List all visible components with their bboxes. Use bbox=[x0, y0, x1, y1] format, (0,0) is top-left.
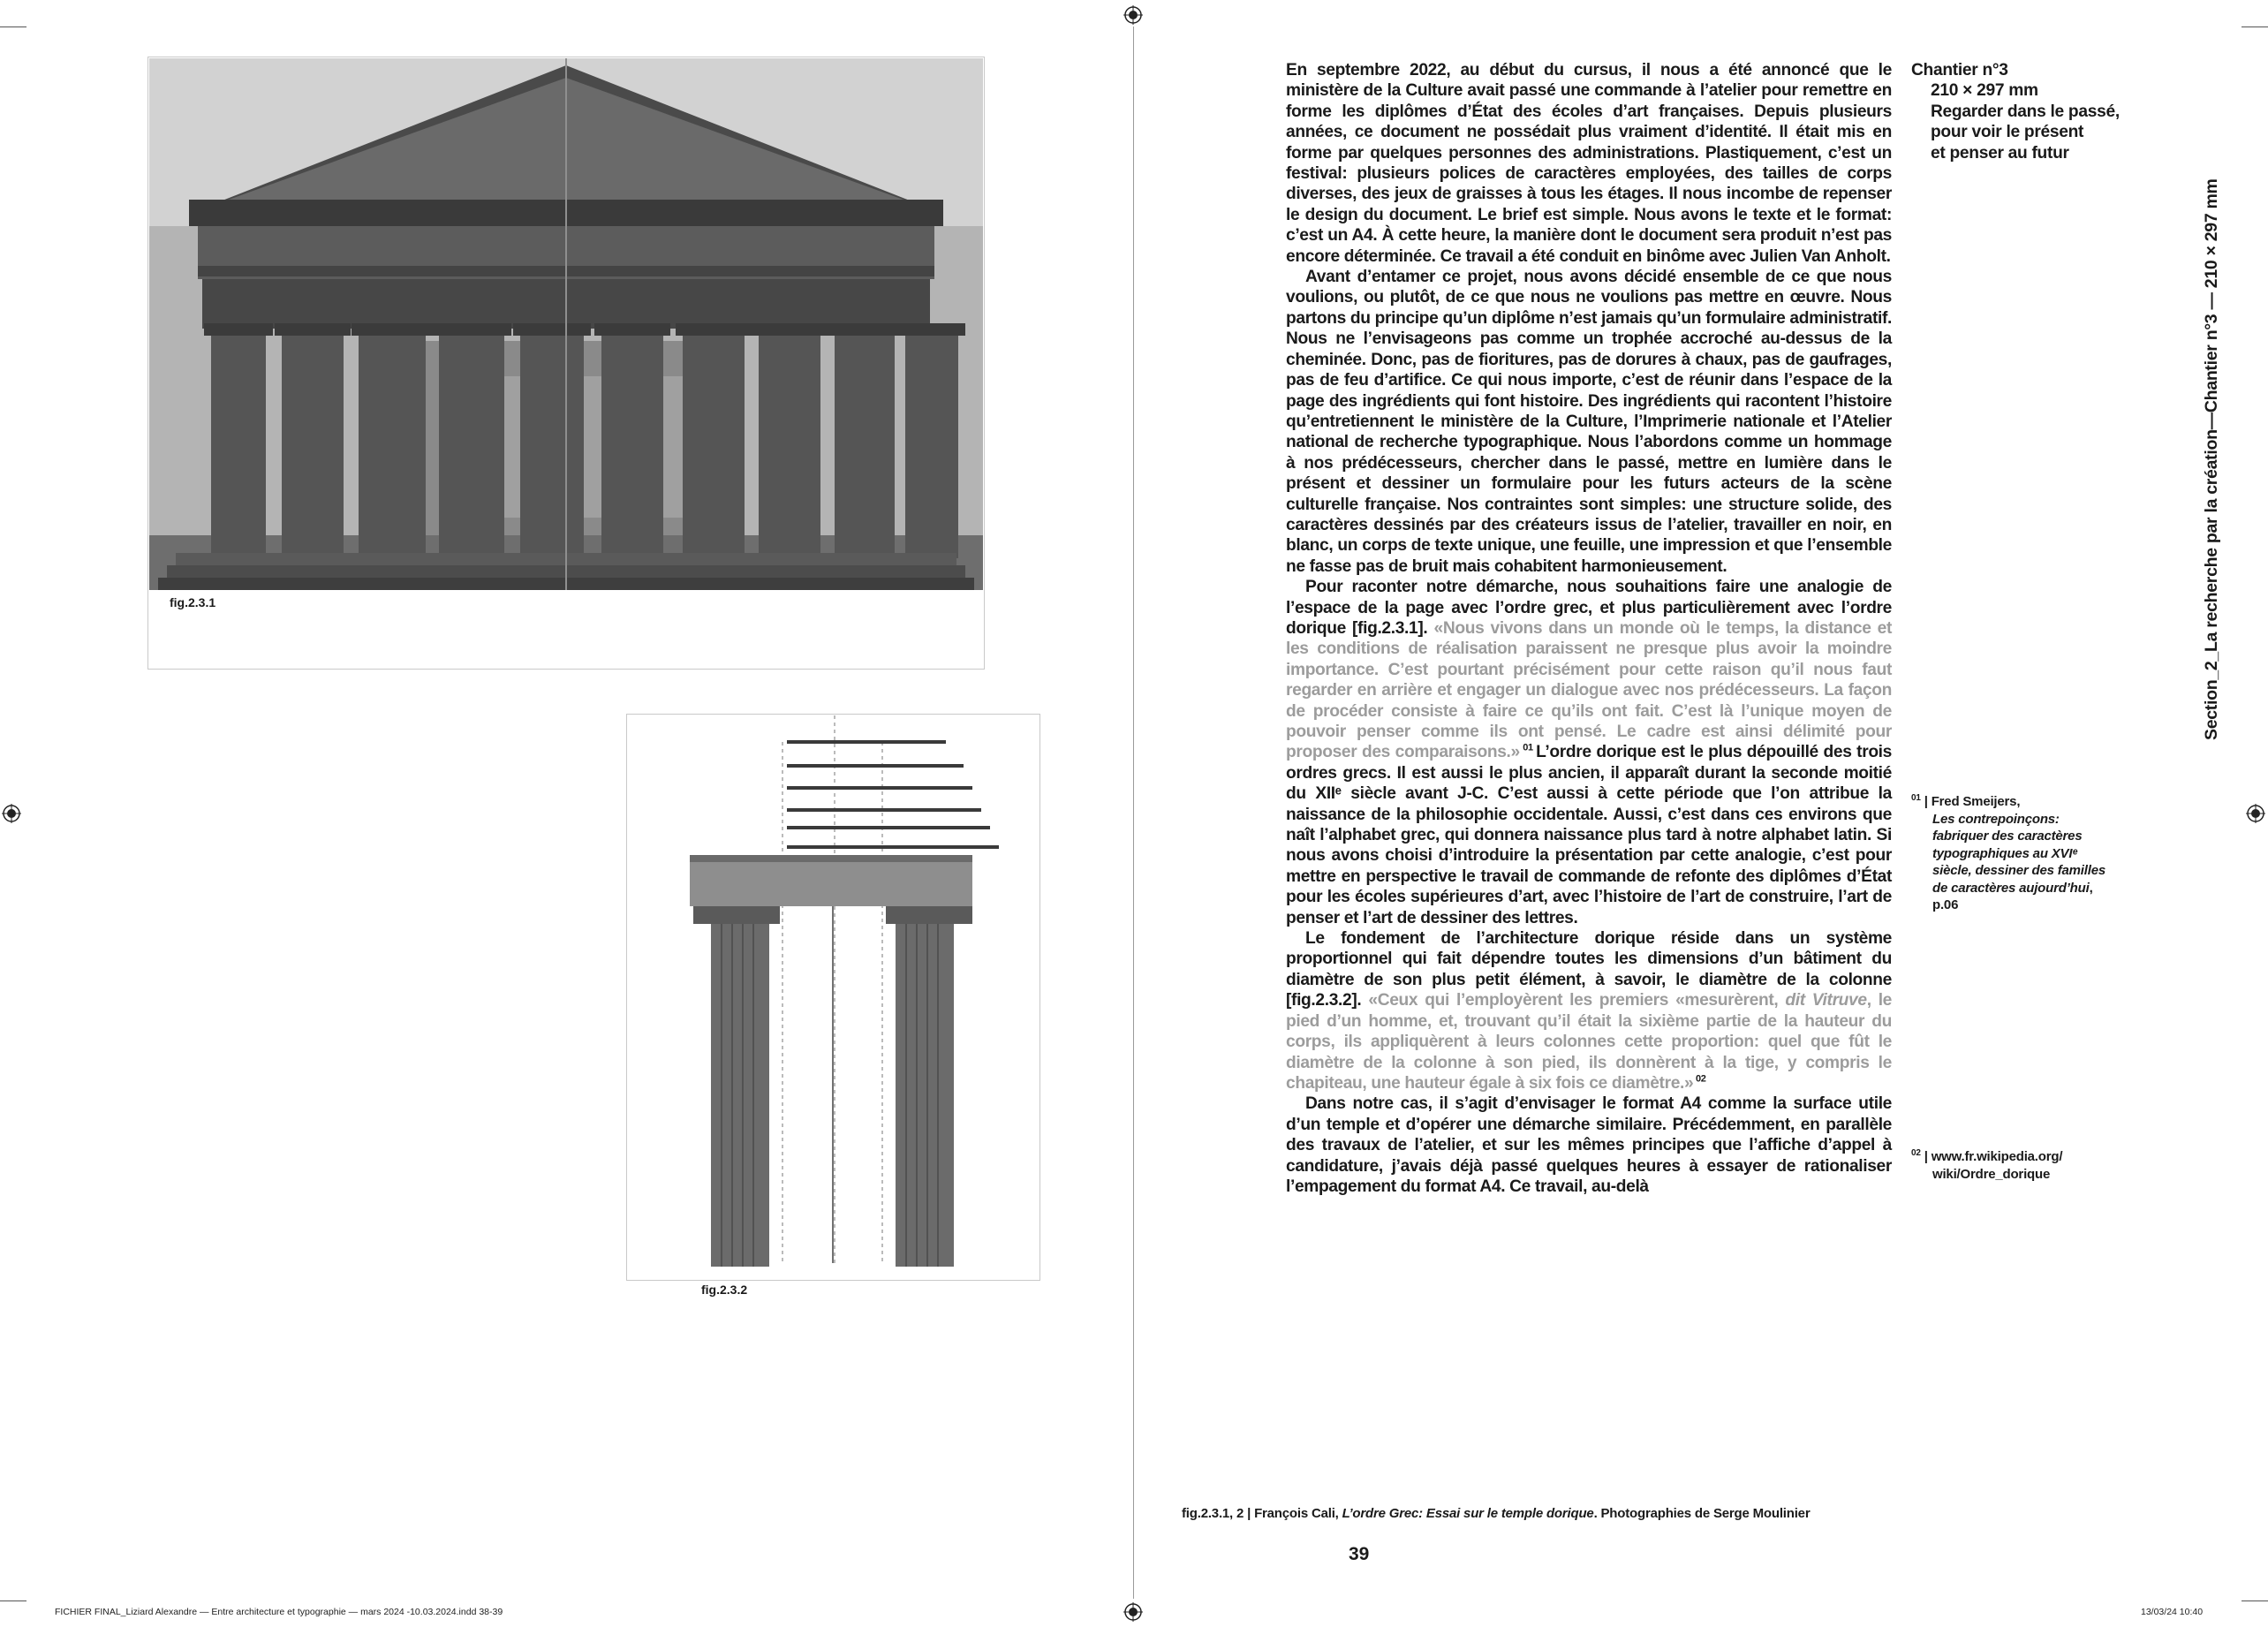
caption-title: L’ordre Grec: Essai sur le temple dorique bbox=[1342, 1506, 1594, 1521]
slug-left: FICHIER FINAL_Liziard Alexandre — Entre architecture et typographie — mars 2024 -10.03.2024.indd 38-39 bbox=[55, 1607, 503, 1617]
sidebar-heading bbox=[1911, 60, 2120, 163]
quote: «Ceux qui l’employèrent les premiers «mesurèrent, bbox=[1368, 991, 1786, 1010]
paragraph: En septembre 2022, au début du cursus, il nous a été annoncé que le ministère de la Culture avait passé une commande à l’atelier pour remettre en forme les diplômes d’État des écoles d’art françaises. Depuis plusieurs années, ce document ne possédait plus vraiment d’identité. Il était mis en forme par quelques personnes des administrations. Plastiquement, c’est un festival: plusieurs polices de caractères employées, des tailles de corps diverses, des jeux de graisses à tous les étages. Il nous incombe de repenser le design du document. Le brief est simple. Nous avons le texte et le format: c’est un A4. À cette heure, la manière dont le document sera produit n’est pas encore déterminée. Ce travail a été conduit en binôme avec Julien Van Anholt. bbox=[1286, 61, 1892, 266]
footnote-ref: 01 bbox=[1519, 743, 1537, 754]
crop-mark bbox=[2242, 26, 2268, 27]
caption-text: . Photographies de Serge Moulinier bbox=[1593, 1506, 1811, 1521]
footnote-link: | www.fr.wikipedia.org/ bbox=[1924, 1149, 2063, 1164]
footnote-link: wiki/Ordre_dorique bbox=[1932, 1166, 2051, 1182]
quote: «Nous vivons dans un monde où le temps, la distance et les conditions de réalisation paraissent ne presque plus avoir la moindre importance. C’est pourtant précisément pour cette raison qu’il nous faut regarder en arrière et engager un dialogue avec nos prédécesseurs. La façon de procéder consiste à faire ce qu’ils ont fait. C’est là l’unique moyen de pouvoir penser comme ils ont pensé. Le cadre est ainsi délimité pour proposer des comparaisons.» bbox=[1286, 618, 1892, 762]
sidebar-line: et penser au futur bbox=[1931, 143, 2069, 163]
body-text-column bbox=[1286, 60, 1892, 1197]
registration-mark-icon bbox=[2246, 804, 2265, 823]
registration-mark-icon bbox=[1123, 5, 1143, 25]
running-head: Section_2_La recherche par la création—Chantier n°3 — 210 × 297 mm bbox=[2202, 178, 2221, 740]
footnote-number: 01 bbox=[1911, 793, 1921, 803]
figure-label: fig.2.3.2 bbox=[701, 1283, 748, 1297]
sidebar-format: 210 × 297 mm bbox=[1931, 81, 2038, 101]
sidebar-line: pour voir le présent bbox=[1931, 123, 2084, 142]
slug-right: 13/03/24 10:40 bbox=[2141, 1607, 2204, 1617]
paragraph bbox=[1286, 928, 1892, 1093]
figure-temple-facade bbox=[147, 57, 985, 670]
figure-label: fig.2.3.1 bbox=[170, 595, 216, 609]
caption-text: fig.2.3.1, 2 | François Cali, bbox=[1182, 1506, 1342, 1521]
text-run: Le fondement de l’architecture dorique réside dans un système proportionnel qui fait dépendre toutes les dimensions d’un bâtiment du diamètre de son plus petit élément, à savoir, le diamètre de la colonne [fig.2.3.2]. bbox=[1286, 929, 1892, 1010]
text-run: L’ordre dorique est le plus dépouillé des trois ordres grecs. Il est aussi le plus ancien, il apparaît durant la seconde moitié du XIIᵉ siècle avant J-C. C’est aussi à cette période que l’on attribue la naissance de la philosophie occidentale. Aussi, c’est dans ces environs que naît l’alphabet grec, qui donnera naissance plus tard à notre alphabet latin. Si nous avons choisi d’introduire la présentation par cette analogie, c’est pour mettre en perspective le travail de commande de refonte des diplômes d’État pour les écoles supérieures d’art, avec l’histoire de l’art de construire, l’art de penser et l’art de dessiner des lettres. bbox=[1286, 743, 1892, 927]
footnote-ref: 02 bbox=[1693, 1073, 1706, 1085]
column-proportion-photo bbox=[628, 715, 1039, 1279]
text-run: Pour raconter notre démarche, nous souhaitions faire une analogie de l’espace de la page avec l’ordre grec, et plus particulièrement avec l’ordre dorique [fig.2.3.1]. bbox=[1286, 578, 1892, 638]
temple-facade-photo bbox=[149, 58, 983, 590]
sidebar-title: Chantier n°3 bbox=[1911, 61, 2008, 79]
footnote-01 bbox=[1911, 793, 2114, 914]
quote-italic: dit Vitruve bbox=[1785, 991, 1867, 1010]
footnote-02 bbox=[1911, 1148, 2114, 1183]
quote: , le pied d’un homme, et, trouvant qu’il était la sixième partie de la hauteur du corps, ils appliquèrent à leurs colonnes cette proportion: quel que fût le diamètre de la colonne à son pied, ils donnèrent à la tige, y compris le chapiteau, une hauteur égale à six fois ce diamètre.» bbox=[1286, 991, 1892, 1093]
footnote-title: Les contrepoinçons: fabriquer des caractères typographiques au XVIᵉ siècle, dessiner des familles de caractères aujourd’hui bbox=[1932, 811, 2105, 896]
page-number: 39 bbox=[1349, 1544, 1370, 1564]
paragraph: Avant d’entamer ce projet, nous avons décidé ensemble de ce que nous voulions, ou plutôt, de ce que nous ne voulions pas mettre en œuvre. Nous partons du principe qu’un diplôme n’est jamais qu’un formulaire administratif. Nous ne l’envisageons pas comme un trophée accroché au-dessus de la cheminée. Donc, pas de fioritures, pas de dorures à chaux, pas de gaufrages, pas de feu d’artifice. Ce qui nous importe, c’est de réunir dans l’espace de la page des ingrédients qui font histoire. Des ingrédients qui racontent l’histoire qu’entretiennent le ministère de la Culture, l’Imprimerie nationale et l’Atelier national de recherche typographique. Nous l’abordons comme un hommage à nos prédécesseurs, chercher dans le passé, mettre en lumière dans le présent et dessiner un formulaire pour les futurs acteurs de la scène culturelle française. Nos contraintes sont simples: une structure solide, des caractères dessinés par des créateurs issus de l’atelier, travailler en noir, en blanc, un corps de texte unique, une feuille, une impression et que l’ensemble ne fasse pas de bruit mais cohabitent harmonieusement. bbox=[1286, 268, 1892, 576]
footnote-page: , p.06 bbox=[1932, 880, 2093, 912]
figure-column-proportions bbox=[626, 714, 1040, 1281]
registration-mark-icon bbox=[2, 804, 21, 823]
registration-mark-icon bbox=[1123, 1602, 1143, 1622]
sidebar-line: Regarder dans le passé, bbox=[1931, 102, 2120, 121]
footnote-number: 02 bbox=[1911, 1148, 1921, 1158]
paragraph: Dans notre cas, il s’agit d’envisager le format A4 comme la surface utile d’un temple et d’opérer une démarche similaire. Précédemment, en parallèle des travaux de l’atelier, et sur les mêmes principes que l’affiche d’appel à candidature, j’avais déjà passé quelques heures à essayer de rationaliser l’empagement du format A4. Ce travail, au-delà bbox=[1286, 1094, 1892, 1196]
footnote-author: | Fred Smeijers, bbox=[1924, 794, 2021, 809]
figure-caption bbox=[1182, 1506, 1810, 1521]
spine-gutter-line bbox=[1133, 26, 1134, 1599]
crop-mark bbox=[0, 26, 26, 27]
paragraph bbox=[1286, 577, 1892, 928]
